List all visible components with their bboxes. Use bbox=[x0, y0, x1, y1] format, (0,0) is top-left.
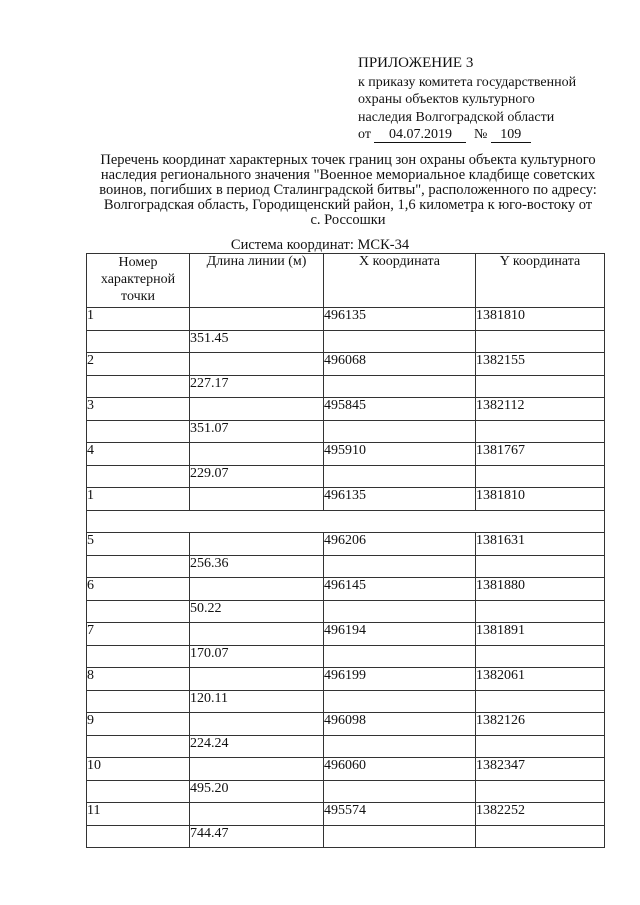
point-empty-cell bbox=[87, 330, 190, 353]
order-date: 04.07.2019 bbox=[374, 128, 466, 143]
heading-line-3: воинов, погибших в период Сталинградской битвы", расположенного по адресу: bbox=[99, 182, 597, 198]
length-empty-cell bbox=[190, 623, 324, 646]
appendix-line-2: охраны объектов культурного bbox=[358, 92, 535, 107]
order-number: 109 bbox=[491, 128, 531, 143]
point-empty-cell bbox=[87, 465, 190, 488]
y-coordinate-cell: 1381631 bbox=[476, 533, 605, 556]
x-empty-cell bbox=[324, 825, 476, 848]
date-prefix: от bbox=[358, 127, 371, 142]
table-row bbox=[87, 600, 605, 623]
table-header-row bbox=[87, 254, 605, 308]
length-empty-cell bbox=[190, 713, 324, 736]
header-y-coordinate: Y координата bbox=[476, 254, 605, 308]
length-empty-cell bbox=[190, 353, 324, 376]
table-row bbox=[87, 668, 605, 691]
y-empty-cell bbox=[476, 825, 605, 848]
point-empty-cell bbox=[87, 825, 190, 848]
table-row bbox=[87, 330, 605, 353]
header-line-length: Длина линии (м) bbox=[190, 254, 324, 308]
coordinate-system-caption: Система координат: МСК-34 bbox=[230, 237, 410, 253]
table-row bbox=[87, 780, 605, 803]
table-row bbox=[87, 555, 605, 578]
x-coordinate-cell: 496135 bbox=[324, 308, 476, 331]
point-empty-cell bbox=[87, 780, 190, 803]
appendix-block bbox=[358, 55, 576, 144]
length-empty-cell bbox=[190, 443, 324, 466]
table-row bbox=[87, 465, 605, 488]
length-empty-cell bbox=[190, 668, 324, 691]
group-separator-row bbox=[87, 510, 605, 533]
y-empty-cell bbox=[476, 645, 605, 668]
table-row bbox=[87, 623, 605, 646]
table-body bbox=[87, 308, 605, 848]
heading-line-2: наследия регионального значения "Военное мемориальное кладбище советских bbox=[100, 167, 596, 183]
y-coordinate-cell: 1381880 bbox=[476, 578, 605, 601]
appendix-line-3: наследия Волгоградской области bbox=[358, 109, 555, 125]
line-length-cell: 744.47 bbox=[190, 825, 324, 848]
point-number-cell: 9 bbox=[87, 713, 190, 736]
table-row bbox=[87, 690, 605, 713]
table-row bbox=[87, 420, 605, 443]
x-empty-cell bbox=[324, 645, 476, 668]
heading-line-4: Волгоградская область, Городищенский район, 1,6 километра к юго-востоку от bbox=[103, 197, 593, 213]
x-empty-cell bbox=[324, 735, 476, 758]
x-empty-cell bbox=[324, 690, 476, 713]
appendix-line-1: к приказу комитета государственной bbox=[358, 74, 577, 90]
x-empty-cell bbox=[324, 780, 476, 803]
line-length-cell: 224.24 bbox=[190, 735, 324, 758]
x-coordinate-cell: 495845 bbox=[324, 398, 476, 421]
point-number-cell: 2 bbox=[87, 353, 190, 376]
x-coordinate-cell: 496135 bbox=[324, 488, 476, 511]
table-row bbox=[87, 825, 605, 848]
y-coordinate-cell: 1382155 bbox=[476, 353, 605, 376]
line-length-cell: 256.36 bbox=[190, 555, 324, 578]
length-empty-cell bbox=[190, 578, 324, 601]
table-row bbox=[87, 375, 605, 398]
point-number-cell: 7 bbox=[87, 623, 190, 646]
heading-line-1: Перечень координат характерных точек границ зон охраны объекта культурного bbox=[100, 152, 596, 168]
point-empty-cell bbox=[87, 600, 190, 623]
point-number-cell: 11 bbox=[87, 803, 190, 826]
x-empty-cell bbox=[324, 375, 476, 398]
x-coordinate-cell: 496098 bbox=[324, 713, 476, 736]
y-empty-cell bbox=[476, 600, 605, 623]
table-row bbox=[87, 353, 605, 376]
y-coordinate-cell: 1381891 bbox=[476, 623, 605, 646]
x-coordinate-cell: 496199 bbox=[324, 668, 476, 691]
point-empty-cell bbox=[87, 555, 190, 578]
y-empty-cell bbox=[476, 330, 605, 353]
point-number-cell: 4 bbox=[87, 443, 190, 466]
y-coordinate-cell: 1381810 bbox=[476, 308, 605, 331]
line-length-cell: 227.17 bbox=[190, 375, 324, 398]
line-length-cell: 120.11 bbox=[190, 690, 324, 713]
line-length-cell: 50.22 bbox=[190, 600, 324, 623]
x-empty-cell bbox=[324, 555, 476, 578]
line-length-cell: 229.07 bbox=[190, 465, 324, 488]
separator-cell bbox=[87, 510, 605, 533]
point-number-cell: 5 bbox=[87, 533, 190, 556]
y-empty-cell bbox=[476, 735, 605, 758]
y-coordinate-cell: 1382347 bbox=[476, 758, 605, 781]
y-empty-cell bbox=[476, 420, 605, 443]
x-coordinate-cell: 495574 bbox=[324, 803, 476, 826]
table-row bbox=[87, 578, 605, 601]
heading-line-5: с. Россошки bbox=[310, 212, 386, 228]
y-coordinate-cell: 1382112 bbox=[476, 398, 605, 421]
x-coordinate-cell: 496206 bbox=[324, 533, 476, 556]
table-row bbox=[87, 443, 605, 466]
point-number-cell: 1 bbox=[87, 488, 190, 511]
line-length-cell: 351.45 bbox=[190, 330, 324, 353]
x-coordinate-cell: 496194 bbox=[324, 623, 476, 646]
number-prefix: № bbox=[473, 127, 488, 142]
x-coordinate-cell: 496068 bbox=[324, 353, 476, 376]
point-number-cell: 8 bbox=[87, 668, 190, 691]
header-point-number: Номер характерной точки bbox=[87, 254, 190, 308]
x-coordinate-cell: 496145 bbox=[324, 578, 476, 601]
appendix-title: ПРИЛОЖЕНИЕ 3 bbox=[358, 55, 474, 71]
line-length-cell: 170.07 bbox=[190, 645, 324, 668]
table-row bbox=[87, 803, 605, 826]
table-row bbox=[87, 735, 605, 758]
line-length-cell: 495.20 bbox=[190, 780, 324, 803]
x-coordinate-cell: 495910 bbox=[324, 443, 476, 466]
table-row bbox=[87, 713, 605, 736]
y-coordinate-cell: 1382061 bbox=[476, 668, 605, 691]
x-coordinate-cell: 496060 bbox=[324, 758, 476, 781]
table-row bbox=[87, 758, 605, 781]
point-empty-cell bbox=[87, 420, 190, 443]
y-coordinate-cell: 1381767 bbox=[476, 443, 605, 466]
table-row bbox=[87, 488, 605, 511]
point-number-cell: 10 bbox=[87, 758, 190, 781]
appendix-date-line bbox=[358, 126, 576, 144]
table-row bbox=[87, 398, 605, 421]
point-empty-cell bbox=[87, 735, 190, 758]
y-empty-cell bbox=[476, 375, 605, 398]
y-empty-cell bbox=[476, 690, 605, 713]
x-empty-cell bbox=[324, 465, 476, 488]
length-empty-cell bbox=[190, 398, 324, 421]
length-empty-cell bbox=[190, 758, 324, 781]
point-empty-cell bbox=[87, 690, 190, 713]
table-row bbox=[87, 533, 605, 556]
line-length-cell: 351.07 bbox=[190, 420, 324, 443]
y-empty-cell bbox=[476, 465, 605, 488]
y-empty-cell bbox=[476, 555, 605, 578]
table-row bbox=[87, 308, 605, 331]
point-empty-cell bbox=[87, 645, 190, 668]
point-number-cell: 1 bbox=[87, 308, 190, 331]
x-empty-cell bbox=[324, 420, 476, 443]
point-empty-cell bbox=[87, 375, 190, 398]
y-coordinate-cell: 1382252 bbox=[476, 803, 605, 826]
y-coordinate-cell: 1382126 bbox=[476, 713, 605, 736]
length-empty-cell bbox=[190, 803, 324, 826]
x-empty-cell bbox=[324, 330, 476, 353]
x-empty-cell bbox=[324, 600, 476, 623]
header-x-coordinate: Х координата bbox=[324, 254, 476, 308]
length-empty-cell bbox=[190, 488, 324, 511]
point-number-cell: 6 bbox=[87, 578, 190, 601]
y-coordinate-cell: 1381810 bbox=[476, 488, 605, 511]
coordinates-table bbox=[86, 253, 605, 848]
table-row bbox=[87, 645, 605, 668]
point-number-cell: 3 bbox=[87, 398, 190, 421]
y-empty-cell bbox=[476, 780, 605, 803]
length-empty-cell bbox=[190, 533, 324, 556]
document-heading bbox=[84, 153, 612, 228]
length-empty-cell bbox=[190, 308, 324, 331]
